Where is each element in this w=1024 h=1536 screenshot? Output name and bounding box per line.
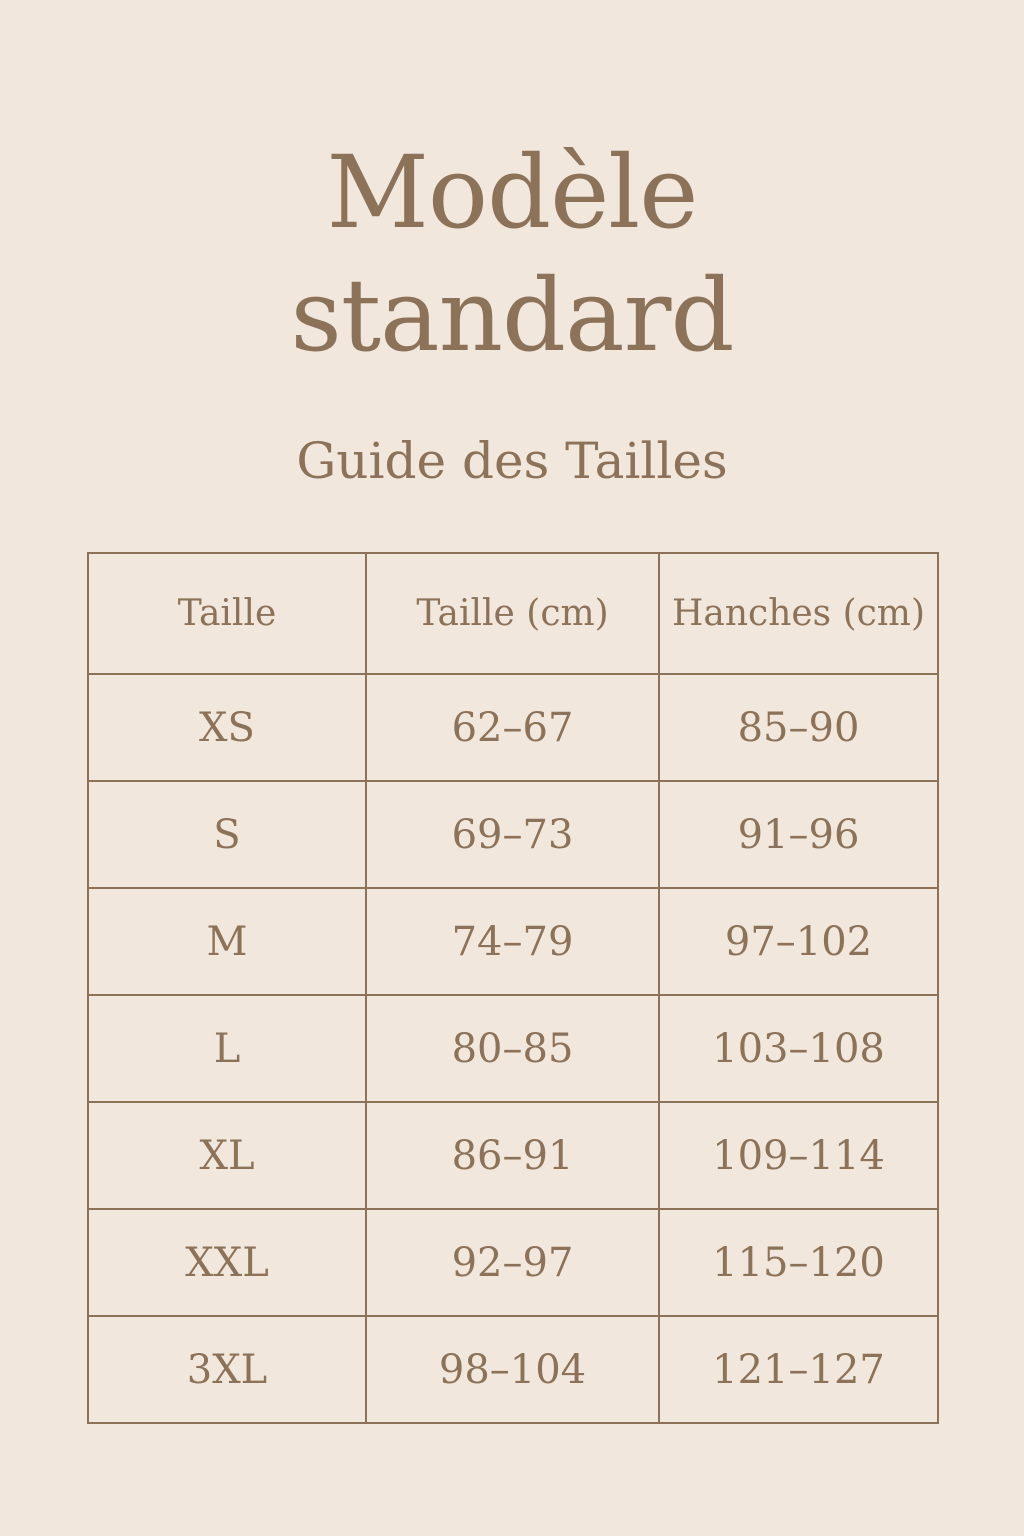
header-size: Taille <box>88 553 366 674</box>
hips-cell: 85–90 <box>659 674 938 781</box>
size-cell: S <box>88 781 366 888</box>
size-table <box>87 552 939 1424</box>
header-waist-cm: Taille (cm) <box>366 553 659 674</box>
table-row <box>88 888 938 995</box>
hips-cell: 115–120 <box>659 1209 938 1316</box>
table-row <box>88 674 938 781</box>
size-cell: XS <box>88 674 366 781</box>
hips-cell: 97–102 <box>659 888 938 995</box>
hips-cell: 91–96 <box>659 781 938 888</box>
waist-cell: 62–67 <box>366 674 659 781</box>
hips-cell: 121–127 <box>659 1316 938 1423</box>
page-title-line-2: standard <box>290 257 734 374</box>
table-row <box>88 1102 938 1209</box>
subtitle: Guide des Tailles <box>296 432 728 490</box>
table-row <box>88 995 938 1102</box>
size-cell: L <box>88 995 366 1102</box>
size-cell: 3XL <box>88 1316 366 1423</box>
waist-cell: 69–73 <box>366 781 659 888</box>
hips-cell: 109–114 <box>659 1102 938 1209</box>
waist-cell: 92–97 <box>366 1209 659 1316</box>
table-header-row <box>88 553 938 674</box>
table-row <box>88 1316 938 1423</box>
table-row <box>88 1209 938 1316</box>
waist-cell: 98–104 <box>366 1316 659 1423</box>
size-cell: M <box>88 888 366 995</box>
page-title-line-1: Modèle <box>326 134 698 251</box>
header-hips-cm: Hanches (cm) <box>659 553 938 674</box>
waist-cell: 86–91 <box>366 1102 659 1209</box>
waist-cell: 80–85 <box>366 995 659 1102</box>
table-row <box>88 781 938 888</box>
hips-cell: 103–108 <box>659 995 938 1102</box>
size-cell: XL <box>88 1102 366 1209</box>
waist-cell: 74–79 <box>366 888 659 995</box>
size-cell: XXL <box>88 1209 366 1316</box>
